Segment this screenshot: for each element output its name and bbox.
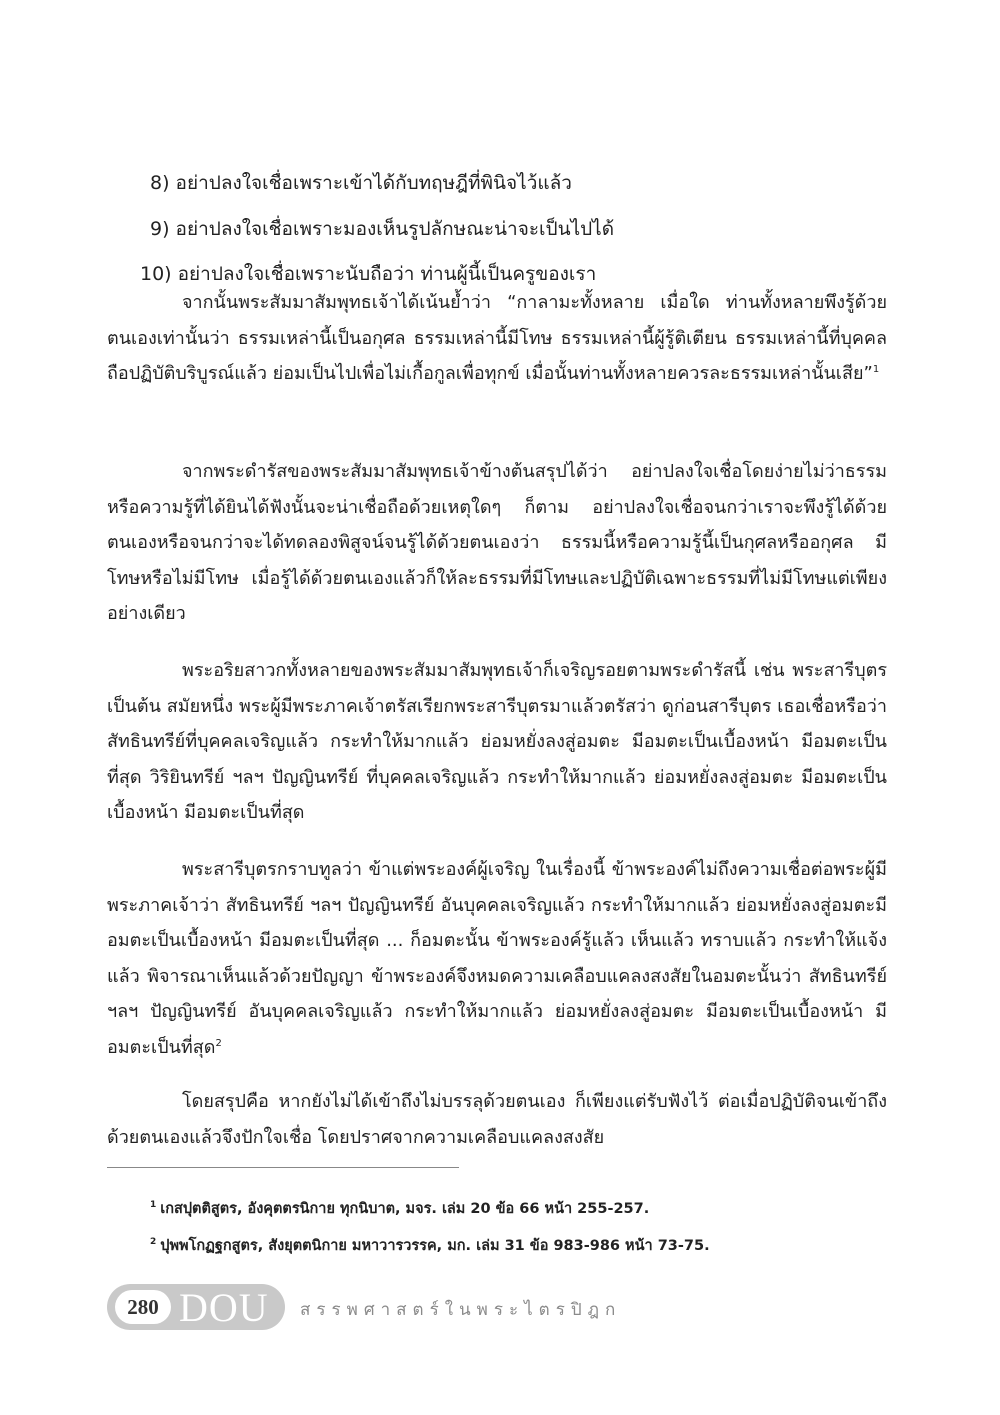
running-book-title: สรรพศาสตร์ในพระไตรปิฎก [300, 1300, 622, 1320]
dou-logo: DOU [179, 1285, 269, 1330]
list-item-9: 9) อย่าปลงใจเชื่อเพราะมองเห็นรูปลักษณะน่าจะเป็นไปได้ [150, 218, 615, 240]
footnote-ref-2: 2 [215, 1037, 222, 1049]
footnote-2: $^2$ ปุพพโกฏฐกสูตร, สังยุตตนิกาย มหาวารวรรค, มก. เล่ม 31 ข้อ 983-986 หน้า 73-75. [150, 1237, 710, 1254]
page-number: 280 [115, 1290, 171, 1324]
paragraph-summary-teaching: จากพระดำรัสของพระสัมมาสัมพุทธเจ้าข้างต้นสรุปได้ว่า อย่าปลงใจเชื่อโดยง่ายไม่ว่าธรรมหรือความรู้ที่ได้ยินได้ฟังนั้นจะน่าเชื่อถือด้วยเหตุใดๆ ก็ตาม อย่าปลงใจเชื่อจนกว่าเราจะพึงรู้ได้ด้วยตนเองหรือจนกว่าจะได้ทดลองพิสูจน์จนรู้ได้ด้วยตนเองว่า ธรรมนี้หรือความรู้นี้เป็นกุศลหรืออกุศล มีโทษหรือไม่มีโทษ เมื่อรู้ได้ด้วยตนเองแล้วก็ให้ละธรรมที่มีโทษและปฏิบัติเฉพาะธรรมที่ไม่มีโทษแต่เพียงอย่างเดียว [107, 461, 887, 624]
footnote-1: $^1$ เกสปุตติสูตร, อังคุตตรนิกาย ทุกนิบาต, มจร. เล่ม 20 ข้อ 66 หน้า 255-257. [150, 1200, 650, 1217]
footnote-divider [107, 1167, 459, 1168]
page-badge [107, 1284, 285, 1330]
footnote-ref-1: 1 [872, 364, 880, 375]
paragraph-conclusion: โดยสรุปคือ หากยังไม่ได้เข้าถึงไม่บรรลุด้วยตนเอง ก็เพียงแต่รับฟังไว้ ต่อเมื่อปฏิบัติจนเข้าถึงด้วยตนเองแล้วจึงปักใจเชื่อ โดยปราศจากความเคลือบแคลงสงสัย [107, 1091, 887, 1148]
paragraph-sariputta-answer: พระสารีบุตรกราบทูลว่า ข้าแต่พระองค์ผู้เจริญ ในเรื่องนี้ ข้าพระองค์ไม่ถึงความเชื่อต่อพระผู้มีพระภาคเจ้าว่า สัทธินทรีย์ ฯลฯ ปัญญินทรีย์ อันบุคคลเจริญแล้ว กระทำให้มากแล้ว ย่อมหยั่งลงสู่อมตะมีอมตะเป็นเบื้องหน้า มีอมตะเป็นที่สุด ... ก็อมตะนั้น ข้าพระองค์รู้แล้ว เห็นแล้ว ทราบแล้ว กระทำให้แจ้งแล้ว พิจารณาเห็นแล้วด้วยปัญญา ข้าพระองค์จึงหมดความเคลือบแคลงสงสัยในอมตะนั้นว่า สัทธินทรีย์ ฯลฯ ปัญญินทรีย์ อันบุคคลเจริญแล้ว กระทำให้มากแล้ว ย่อมหยั่งลงสู่อมตะ มีอมตะเป็นเบื้องหน้า มีอมตะเป็นที่สุด$^2$ [107, 859, 887, 1058]
list-item-8: 8) อย่าปลงใจเชื่อเพราะเข้าได้กับทฤษฎีที่พินิจไว้แล้ว [150, 172, 572, 194]
list-item-10: 10) อย่าปลงใจเชื่อเพราะนับถือว่า ท่านผู้นี้เป็นครูของเรา [140, 263, 597, 285]
paragraph-sariputta-question: พระอริยสาวกทั้งหลายของพระสัมมาสัมพุทธเจ้าก็เจริญรอยตามพระดำรัสนี้ เช่น พระสารีบุตร เป็นต้น สมัยหนึ่ง พระผู้มีพระภาคเจ้าตรัสเรียกพระสารีบุตรมาแล้วตรัสว่า ดูก่อนสารีบุตร เธอเชื่อหรือว่า สัทธินทรีย์ที่บุคคลเจริญแล้ว กระทำให้มากแล้ว ย่อมหยั่งลงสู่อมตะ มีอมตะเป็นเบื้องหน้า มีอมตะเป็นที่สุด วิริยินทรีย์ ฯลฯ ปัญญินทรีย์ ที่บุคคลเจริญแล้ว กระทำให้มากแล้ว ย่อมหยั่งลงสู่อมตะ มีอมตะเป็นเบื้องหน้า มีอมตะเป็นที่สุด [107, 660, 887, 823]
paragraph-kalama-quote: จากนั้นพระสัมมาสัมพุทธเจ้าได้เน้นย้ำว่า “กาลามะทั้งหลาย เมื่อใด ท่านทั้งหลายพึงรู้ด้วยตนเองเท่านั้นว่า ธรรมเหล่านี้เป็นอกุศล ธรรมเหล่านี้มีโทษ ธรรมเหล่านี้ผู้รู้ติเตียน ธรรมเหล่านี้ที่บุคคลถือปฏิบัติบริบูรณ์แล้ว ย่อมเป็นไปเพื่อไม่เกื้อกูลเพื่อทุกข์ เมื่อนั้นท่านทั้งหลายควรละธรรมเหล่านั้นเสีย”$^1$ [107, 292, 887, 384]
